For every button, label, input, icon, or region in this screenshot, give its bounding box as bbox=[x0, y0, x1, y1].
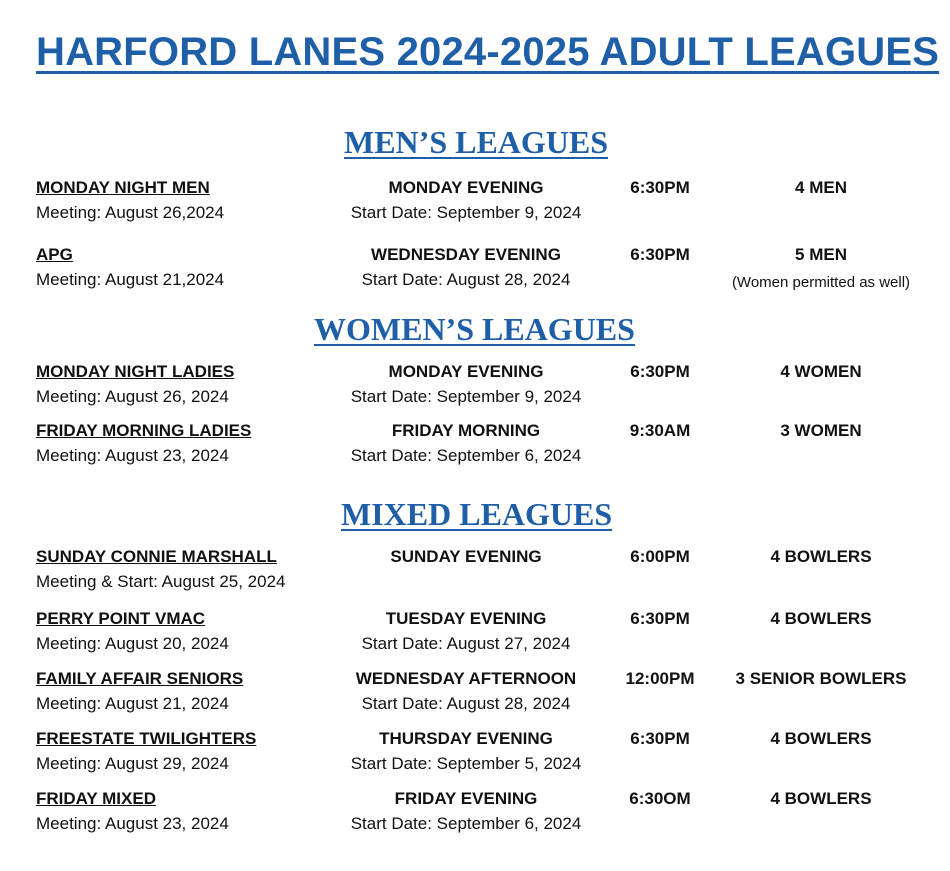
league-day: MONDAY EVENING bbox=[388, 362, 544, 381]
league-row-perry-point-vmac bbox=[0, 609, 950, 669]
league-note: (Women permitted as well) bbox=[731, 274, 911, 291]
league-start-date: Start Date: September 5, 2024 bbox=[350, 754, 582, 773]
league-name: MONDAY NIGHT LADIES bbox=[36, 362, 235, 381]
league-team-size: 4 BOWLERS bbox=[770, 729, 872, 748]
league-start-date: Start Date: September 9, 2024 bbox=[350, 203, 582, 222]
league-time: 6:30PM bbox=[630, 178, 690, 197]
league-row-freestate-twilighters bbox=[0, 729, 950, 789]
league-time: 6:30PM bbox=[630, 609, 690, 628]
league-meeting: Meeting: August 23, 2024 bbox=[36, 446, 229, 465]
league-team-size: 4 BOWLERS bbox=[770, 547, 872, 566]
league-day: FRIDAY EVENING bbox=[394, 789, 538, 808]
section-heading-mens: MEN’S LEAGUES bbox=[344, 124, 609, 160]
league-row-family-affair-seniors bbox=[0, 669, 950, 729]
league-name: FRIDAY MORNING LADIES bbox=[36, 421, 252, 440]
league-name: FREESTATE TWILIGHTERS bbox=[36, 729, 257, 748]
league-team-size: 4 MEN bbox=[795, 178, 847, 197]
league-team-size: 4 BOWLERS bbox=[770, 789, 872, 808]
league-team-size: 4 BOWLERS bbox=[770, 609, 872, 628]
league-day: WEDNESDAY EVENING bbox=[371, 245, 561, 264]
league-row-monday-night-men bbox=[0, 178, 950, 238]
league-name: PERRY POINT VMAC bbox=[36, 609, 206, 628]
league-row-monday-night-ladies bbox=[0, 362, 950, 422]
section-heading-mixed: MIXED LEAGUES bbox=[341, 496, 613, 532]
league-meeting: Meeting: August 20, 2024 bbox=[36, 634, 229, 653]
league-time: 12:00PM bbox=[625, 669, 695, 688]
page-title: HARFORD LANES 2024-2025 ADULT LEAGUES bbox=[36, 30, 940, 74]
league-day: WEDNESDAY AFTERNOON bbox=[355, 669, 577, 688]
league-start-date: Start Date: September 6, 2024 bbox=[350, 814, 582, 833]
league-start-date: Start Date: September 9, 2024 bbox=[350, 387, 582, 406]
league-time: 6:30PM bbox=[630, 362, 690, 381]
league-time: 6:30PM bbox=[630, 245, 690, 264]
league-day: FRIDAY MORNING bbox=[391, 421, 541, 440]
league-meeting: Meeting: August 21,2024 bbox=[36, 270, 225, 289]
league-row-friday-mixed bbox=[0, 789, 950, 849]
league-meeting: Meeting: August 23, 2024 bbox=[36, 814, 229, 833]
league-start-date: Start Date: August 28, 2024 bbox=[361, 270, 571, 289]
league-meeting: Meeting: August 29, 2024 bbox=[36, 754, 229, 773]
league-name: FAMILY AFFAIR SENIORS bbox=[36, 669, 244, 688]
league-name: FRIDAY MIXED bbox=[36, 789, 156, 808]
league-day: THURSDAY EVENING bbox=[379, 729, 553, 748]
league-start-date: Start Date: September 6, 2024 bbox=[350, 446, 582, 465]
league-team-size: 5 MEN bbox=[795, 245, 847, 264]
league-name: SUNDAY CONNIE MARSHALL bbox=[36, 547, 277, 566]
league-meeting: Meeting: August 21, 2024 bbox=[36, 694, 229, 713]
league-start-date: Start Date: August 27, 2024 bbox=[361, 634, 571, 653]
league-time: 6:30OM bbox=[629, 789, 691, 808]
league-start-date: Start Date: August 28, 2024 bbox=[361, 694, 571, 713]
league-day: SUNDAY EVENING bbox=[390, 547, 542, 566]
league-day: MONDAY EVENING bbox=[388, 178, 544, 197]
league-time: 6:30PM bbox=[630, 729, 690, 748]
league-team-size: 3 WOMEN bbox=[780, 421, 862, 440]
league-row-sunday-connie-marshall bbox=[0, 547, 950, 607]
league-name: APG bbox=[36, 245, 73, 264]
league-time: 6:00PM bbox=[630, 547, 690, 566]
league-day: TUESDAY EVENING bbox=[385, 609, 547, 628]
league-time: 9:30AM bbox=[629, 421, 691, 440]
league-row-apg bbox=[0, 245, 950, 305]
league-meeting: Meeting: August 26,2024 bbox=[36, 203, 225, 222]
section-heading-womens: WOMEN’S LEAGUES bbox=[314, 311, 635, 347]
league-team-size: 4 WOMEN bbox=[780, 362, 862, 381]
league-team-size: 3 SENIOR BOWLERS bbox=[735, 669, 907, 688]
league-name: MONDAY NIGHT MEN bbox=[36, 178, 210, 197]
league-meeting: Meeting: August 26, 2024 bbox=[36, 387, 229, 406]
league-meeting: Meeting & Start: August 25, 2024 bbox=[36, 572, 286, 591]
league-row-friday-morning-ladies bbox=[0, 421, 950, 481]
